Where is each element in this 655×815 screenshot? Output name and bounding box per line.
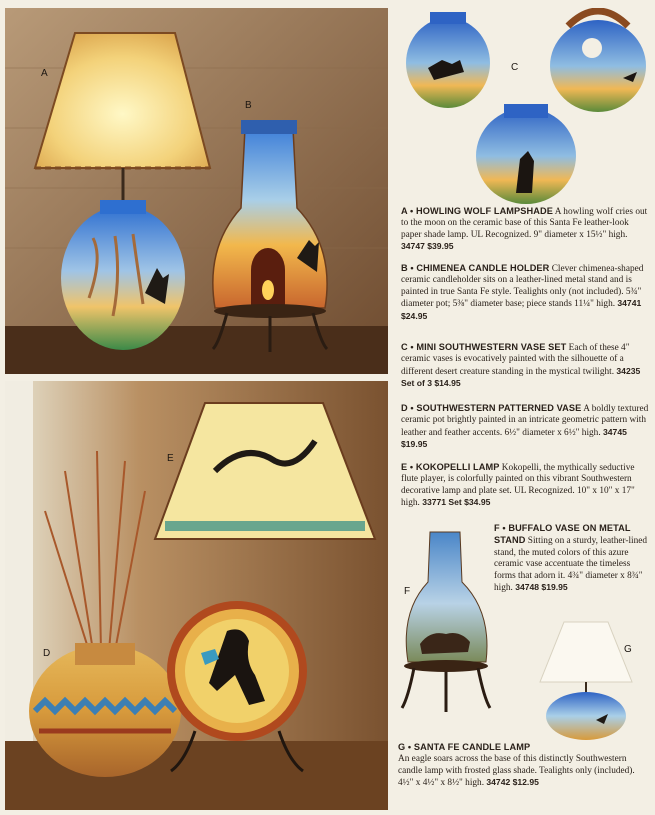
photo-vase-and-kokopelli-lamp bbox=[5, 381, 388, 810]
photo-label-g: G bbox=[624, 644, 632, 655]
item-c-text: Each of these 4" ceramic vases is evocatively painted with the silhouette of a different desert creature standing in the mystical twilight. bbox=[401, 343, 630, 377]
item-f-headline: F • BUFFALO VASE ON METAL STAND bbox=[494, 523, 631, 546]
photo-label-a: A bbox=[41, 68, 48, 79]
item-b-price: $24.95 bbox=[401, 310, 428, 321]
photo-mini-vase-set-illustration bbox=[398, 8, 650, 206]
photo-lamp-and-chimenea bbox=[5, 8, 388, 374]
item-e-sku: 33771 bbox=[422, 497, 447, 508]
photo-candle-lamp-illustration bbox=[528, 620, 650, 740]
item-c-qty: Set of 3 bbox=[401, 378, 433, 389]
item-e-price: $34.95 bbox=[464, 497, 491, 508]
item-e-headline: E • KOKOPELLI LAMP bbox=[401, 462, 500, 472]
item-g-price: $12.95 bbox=[512, 777, 539, 788]
item-g-headline: G • SANTA FE CANDLE LAMP bbox=[398, 742, 531, 752]
item-g-text: An eagle soars across the base of this distinctly Southwestern candle lamp with frosted glass shade. Tealights only (included). 4½" x 4½" x 8½" high. bbox=[398, 754, 635, 789]
item-b-headline: B • CHIMENEA CANDLE HOLDER bbox=[401, 263, 550, 273]
item-b-text: Clever chimenea-shaped ceramic candleholder sits on a leather-lined metal stand and is painted in true Santa Fe style. Tealights only (not included). 5¾" diameter pot; 5⅜" diameter base; piece stands 11¼" high. bbox=[401, 264, 644, 310]
item-d-sku: 34745 bbox=[602, 426, 627, 437]
item-g-description bbox=[398, 742, 650, 790]
photo-buffalo-vase-illustration bbox=[400, 522, 492, 717]
photo-mini-vase-set bbox=[398, 8, 650, 206]
item-c-price: $14.95 bbox=[434, 378, 461, 389]
item-f-price: $19.95 bbox=[541, 582, 568, 593]
item-c-headline: C • MINI SOUTHWESTERN VASE SET bbox=[401, 342, 567, 352]
item-d-text: A boldly textured ceramic pot brightly painted in an intricate geometric pattern with leather and feather accents. 6½" diameter x 6½" high. bbox=[401, 404, 649, 438]
photo-label-b: B bbox=[245, 100, 252, 111]
item-b-sku: 34741 bbox=[617, 298, 642, 309]
item-b-description bbox=[401, 263, 649, 323]
item-a-text: A howling wolf cries out to the moon on the ceramic base of this Santa Fe leather-look paper shade lamp. UL Recognized. 9" diameter x 15½" high. bbox=[401, 207, 648, 240]
photo-label-e: E bbox=[167, 453, 174, 464]
item-g-sku: 34742 bbox=[486, 777, 511, 788]
item-f-text: Sitting on a sturdy, leather-lined stand, the muted colors of this azure ceramic vase accentuate the timeless forms that adorn it. 4¾" diameter x 8¾" high. bbox=[494, 536, 648, 594]
item-c-sku: 34235 bbox=[616, 365, 641, 376]
item-f-description bbox=[494, 523, 650, 594]
photo-label-d: D bbox=[43, 648, 51, 659]
photo-vase-kokopelli-illustration bbox=[5, 381, 388, 810]
item-e-description bbox=[401, 462, 649, 510]
item-e-text: Kokopelli, the mythically seductive flute player, is colorfully painted on this vibrant Southwestern decorative lamp and plate set. UL Recognized. 10" x 10" x 17" high. bbox=[401, 463, 635, 509]
item-d-price: $19.95 bbox=[401, 439, 428, 450]
photo-label-c: C bbox=[511, 62, 519, 73]
photo-lamp-chimenea-illustration bbox=[5, 8, 388, 374]
item-f-sku: 34748 bbox=[515, 582, 540, 593]
item-c-description bbox=[401, 342, 649, 391]
photo-buffalo-vase bbox=[400, 522, 492, 717]
item-d-description bbox=[401, 403, 649, 452]
photo-label-f: F bbox=[404, 586, 411, 597]
photo-candle-lamp bbox=[528, 620, 650, 740]
item-e-qty: Set bbox=[448, 497, 462, 508]
item-a-sku: 34747 bbox=[401, 241, 425, 252]
item-a-headline: A • HOWLING WOLF LAMPSHADE bbox=[401, 206, 553, 216]
item-d-headline: D • SOUTHWESTERN PATTERNED VASE bbox=[401, 403, 582, 413]
item-a-description bbox=[401, 206, 649, 254]
item-a-price: $39.95 bbox=[427, 241, 454, 252]
